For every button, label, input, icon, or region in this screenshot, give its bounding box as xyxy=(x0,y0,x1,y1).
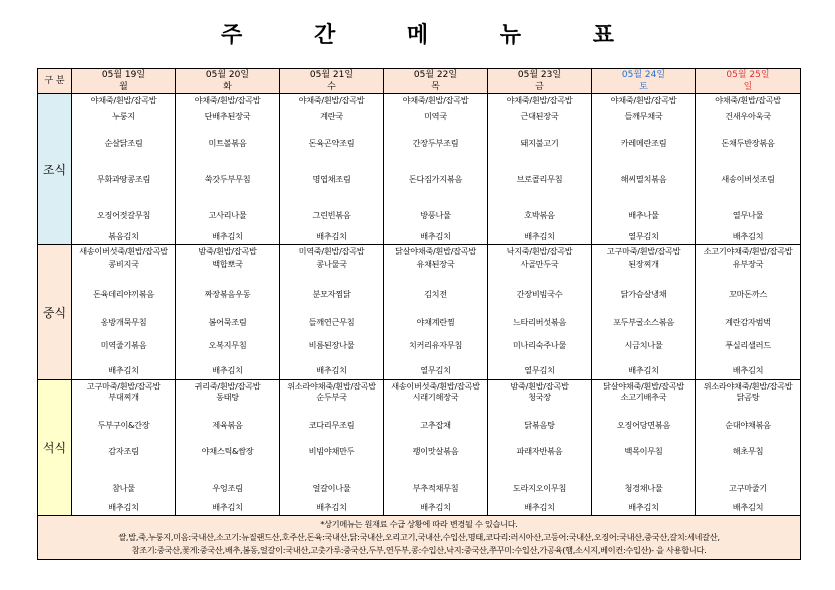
header-label: 구 분 xyxy=(38,69,72,94)
menu-item: 닭곰탕 xyxy=(736,392,760,402)
menu-item: 꼬마돈까스 xyxy=(728,289,768,299)
menu-item: 동태탕 xyxy=(216,392,239,402)
menu-item: 밤죽/흰밥/잡곡밥 xyxy=(510,381,569,391)
menu-item: 닭살야채죽/흰밥/잡곡밥 xyxy=(602,381,684,391)
header-date: 05월 21일 xyxy=(309,70,354,80)
menu-item: 호박볶음 xyxy=(524,210,555,220)
menu-cell xyxy=(384,245,488,380)
menu-cell xyxy=(488,245,592,380)
menu-item: 새송이버섯죽/흰밥/잡곡밥 xyxy=(391,381,480,391)
menu-item: 들깨무채국 xyxy=(624,111,663,121)
menu-cell xyxy=(280,380,384,516)
footer-line2: 참조기:중국산,꽃게:중국산,배추,봄동,얼갈이:국내산,고춧가루:중국산,두부,연두부,콩:수입산,낙지:중국산,쭈꾸미:수입산,가공육(햄,소시지,베이컨:수입산)- 을 사용합니다. xyxy=(131,545,707,555)
menu-item: 야채계란찜 xyxy=(416,317,455,327)
menu-item: 코다리무조림 xyxy=(308,420,355,430)
menu-item: 돈육데리야끼볶음 xyxy=(93,289,154,299)
menu-item: 새송이버섯조림 xyxy=(721,174,775,184)
menu-item: 돈다짐가지볶음 xyxy=(408,174,463,184)
header-day-5 xyxy=(592,69,696,94)
menu-item: 배추김치 xyxy=(212,231,243,241)
menu-item: 미역국 xyxy=(424,111,447,121)
menu-item: 볶음김치 xyxy=(108,231,139,241)
menu-item: 참나물 xyxy=(112,483,135,493)
menu-cell xyxy=(384,94,488,245)
menu-item: 콩나물국 xyxy=(316,259,347,269)
menu-item: 계란감자범벅 xyxy=(725,317,771,327)
menu-item: 닭살야채죽/흰밥/잡곡밥 xyxy=(394,246,476,256)
menu-item: 푸실리샐러드 xyxy=(725,340,771,350)
menu-item: 야채죽/흰밥/잡곡밥 xyxy=(402,95,469,105)
menu-item: 오복지무침 xyxy=(208,340,247,350)
meal-label: 중식 xyxy=(38,245,72,380)
menu-item: 백목이무침 xyxy=(624,446,663,456)
menu-item: 유채된장국 xyxy=(416,259,455,269)
header-day-4 xyxy=(488,69,592,94)
menu-item: 쑥갓두부무침 xyxy=(204,174,251,184)
menu-item: 야채죽/흰밥/잡곡밥 xyxy=(506,95,573,105)
menu-item: 고추잡채 xyxy=(420,420,451,430)
menu-item: 야채죽/흰밥/잡곡밥 xyxy=(298,95,365,105)
menu-item: 건새우아욱국 xyxy=(725,111,771,121)
menu-item: 오징어젓갈무침 xyxy=(96,210,151,220)
menu-item: 파래자반볶음 xyxy=(516,446,563,456)
menu-item: 포두부굴소스볶음 xyxy=(613,317,674,327)
menu-item: 청경채나물 xyxy=(624,483,663,493)
menu-item: 분모자찜닭 xyxy=(312,289,351,299)
menu-item: 방풍나물 xyxy=(420,210,451,220)
menu-item: 근대된장국 xyxy=(520,111,559,121)
menu-item: 소고기야채죽/흰밥/잡곡밥 xyxy=(703,246,793,256)
menu-item: 열무김치 xyxy=(524,365,555,375)
menu-item: 순두부국 xyxy=(316,392,347,402)
header-date: 05월 22일 xyxy=(413,70,458,80)
menu-item: 배추김치 xyxy=(524,502,555,512)
menu-item: 비름된장나물 xyxy=(308,340,355,350)
header-day-2 xyxy=(280,69,384,94)
menu-item: 배추나물 xyxy=(628,210,659,220)
menu-item: 무화과땅콩조림 xyxy=(96,174,151,184)
header-weekday: 화 xyxy=(223,82,232,92)
meal-row-2 xyxy=(38,380,801,516)
menu-cell xyxy=(280,94,384,245)
menu-item: 비빔야채만두 xyxy=(308,446,355,456)
menu-item: 미나리숙주나물 xyxy=(512,340,567,350)
menu-item: 야채죽/흰밥/잡곡밥 xyxy=(715,95,781,105)
menu-item: 돈채두반장볶음 xyxy=(721,138,775,148)
menu-item: 배추김치 xyxy=(628,365,659,375)
menu-item: 배추김치 xyxy=(108,502,139,512)
menu-item: 두부구이&간장 xyxy=(97,420,150,430)
menu-item: 백합뽀국 xyxy=(212,259,243,269)
weekly-menu-table xyxy=(37,68,801,560)
footer-line1: 쌀,밥,죽,누룽지,미음:국내산,소고기:뉴질랜드산,호주산,돈육:국내산,닭:국내산,오리고기,국내산,수입산,명태,코다리:러시아산,고등어:국내산,오징어:국내산,중국산,갈치:세네갈산, xyxy=(118,532,720,542)
header-weekday: 금 xyxy=(535,82,544,92)
footer-row xyxy=(38,516,801,560)
menu-item: 배추김치 xyxy=(420,231,451,241)
menu-item: 느타리버섯볶음 xyxy=(512,317,567,327)
menu-cell xyxy=(176,94,280,245)
menu-cell xyxy=(72,245,176,380)
header-date: 05월 24일 xyxy=(621,70,666,80)
menu-item: 열무김치 xyxy=(628,231,659,241)
menu-item: 그린빈볶음 xyxy=(312,210,351,220)
page-title: 주 간 메 뉴 표 xyxy=(221,23,646,48)
menu-item: 돼지불고기 xyxy=(520,138,559,148)
header-date: 05월 20일 xyxy=(205,70,250,80)
menu-cell xyxy=(384,380,488,516)
header-day-0 xyxy=(72,69,176,94)
header-day-1 xyxy=(176,69,280,94)
header-day-3 xyxy=(384,69,488,94)
menu-item: 닭볶음탕 xyxy=(524,420,555,430)
header-date: 05월 23일 xyxy=(517,70,562,80)
menu-item: 부대찌개 xyxy=(108,392,139,402)
menu-item: 밤죽/흰밥/잡곡밥 xyxy=(198,246,257,256)
menu-item: 배추김치 xyxy=(316,231,347,241)
menu-item: 브로콜리무침 xyxy=(516,174,563,184)
menu-item: 봄어묵조림 xyxy=(208,317,247,327)
menu-item: 간장비빔국수 xyxy=(516,289,563,299)
menu-item: 얼갈이나물 xyxy=(312,483,351,493)
menu-item: 우엉조림 xyxy=(212,483,243,493)
menu-cell xyxy=(592,94,696,245)
menu-item: 단배추된장국 xyxy=(204,111,251,121)
menu-item: 야채죽/흰밥/잡곡밥 xyxy=(610,95,677,105)
menu-item: 김치전 xyxy=(424,289,447,299)
menu-item: 위소라야채죽/흰밥/잡곡밥 xyxy=(287,381,376,391)
menu-item: 고구마줄기 xyxy=(728,483,768,493)
menu-item: 사골만두국 xyxy=(520,259,559,269)
menu-cell xyxy=(696,245,801,380)
menu-item: 명엽채조림 xyxy=(312,174,351,184)
header-date: 05월 25일 xyxy=(726,70,770,80)
menu-item: 위소라야채죽/흰밥/잡곡밥 xyxy=(703,381,793,391)
menu-item: 콩비지국 xyxy=(108,259,139,269)
menu-item: 배추김치 xyxy=(732,365,764,375)
menu-item: 부추적채무침 xyxy=(412,483,459,493)
menu-item: 누룽지 xyxy=(112,111,135,121)
menu-cell xyxy=(72,94,176,245)
menu-item: 야채죽/흰밥/잡곡밥 xyxy=(194,95,261,105)
header-date: 05월 19일 xyxy=(101,70,146,80)
menu-item: 배추김치 xyxy=(524,231,555,241)
menu-item: 귀리죽/흰밥/잡곡밥 xyxy=(194,381,261,391)
header-weekday: 토 xyxy=(639,82,648,92)
menu-item: 배추김치 xyxy=(732,502,764,512)
menu-item: 배추김치 xyxy=(316,365,347,375)
menu-cell xyxy=(176,380,280,516)
menu-item: 배추김치 xyxy=(108,365,139,375)
menu-item: 유부장국 xyxy=(732,259,764,269)
header-weekday: 월 xyxy=(119,82,128,92)
menu-item: 시래기해장국 xyxy=(412,392,459,402)
menu-cell xyxy=(488,380,592,516)
menu-item: 옹방개묵무침 xyxy=(100,317,147,327)
menu-cell xyxy=(592,245,696,380)
menu-item: 치커리유자무침 xyxy=(408,340,463,350)
header-row xyxy=(38,69,801,94)
menu-item: 미트볼볶음 xyxy=(208,138,247,148)
menu-cell xyxy=(696,94,801,245)
menu-item: 카레메란조림 xyxy=(620,138,667,148)
menu-item: 고구마죽/흰밥/잡곡밥 xyxy=(606,246,681,256)
menu-item: 미역줄기볶음 xyxy=(100,340,147,350)
menu-item: 시금치나물 xyxy=(624,340,663,350)
menu-item: 해씨멸치볶음 xyxy=(620,174,667,184)
menu-item: 순대야채볶음 xyxy=(725,420,771,430)
menu-item: 배추김치 xyxy=(212,365,243,375)
menu-cell xyxy=(592,380,696,516)
menu-item: 배추김치 xyxy=(316,502,347,512)
menu-item: 새송이버섯죽/흰밥/잡곡밥 xyxy=(79,246,168,256)
menu-item: 돈육곤약조림 xyxy=(308,138,355,148)
meal-row-0 xyxy=(38,94,801,245)
header-weekday: 수 xyxy=(327,82,336,92)
menu-item: 배추김치 xyxy=(732,231,764,241)
meal-label: 석식 xyxy=(38,380,72,516)
menu-item: 야채죽/흰밥/잡곡밥 xyxy=(90,95,157,105)
menu-cell xyxy=(488,94,592,245)
menu-item: 닭가슴살냉채 xyxy=(620,289,667,299)
menu-item: 배추김치 xyxy=(212,502,243,512)
menu-item: 배추김치 xyxy=(628,502,659,512)
menu-item: 소고기배추국 xyxy=(620,392,667,402)
menu-item: 간장두부조림 xyxy=(412,138,459,148)
menu-cell xyxy=(696,380,801,516)
menu-item: 들깨연근무침 xyxy=(308,317,355,327)
menu-item: 미역죽/흰밥/잡곡밥 xyxy=(298,246,365,256)
menu-item: 배추김치 xyxy=(420,502,451,512)
menu-item: 청국장 xyxy=(528,392,551,402)
menu-item: 도라지오이무침 xyxy=(512,483,567,493)
menu-item: 순살닭조림 xyxy=(104,138,143,148)
menu-cell xyxy=(280,245,384,380)
menu-item: 열무김치 xyxy=(420,365,451,375)
menu-item: 계란국 xyxy=(320,111,343,121)
menu-cell xyxy=(72,380,176,516)
menu-item: 야채스틱&쌈장 xyxy=(201,446,254,456)
menu-item: 고구마죽/흰밥/잡곡밥 xyxy=(86,381,161,391)
meal-label: 조식 xyxy=(38,94,72,245)
origin-notice xyxy=(38,516,801,560)
header-day-6 xyxy=(696,69,801,94)
meal-row-1 xyxy=(38,245,801,380)
menu-item: 제육볶음 xyxy=(212,420,243,430)
menu-cell xyxy=(176,245,280,380)
menu-item: 열무나물 xyxy=(732,210,764,220)
menu-item: 해초무침 xyxy=(732,446,764,456)
menu-item: 고사리나물 xyxy=(208,210,247,220)
header-weekday: 일 xyxy=(743,82,753,92)
menu-item: 팽이맛살볶음 xyxy=(412,446,459,456)
header-weekday: 목 xyxy=(431,82,440,92)
menu-item: 낙지죽/흰밥/잡곡밥 xyxy=(506,246,573,256)
menu-item: 감자조림 xyxy=(108,446,139,456)
menu-item: 된장찌개 xyxy=(628,259,659,269)
menu-item: 오징어당면볶음 xyxy=(616,420,671,430)
menu-item: 짜장볶음우동 xyxy=(204,289,251,299)
footer-note: *상기메뉴는 원재료 수급 상황에 따라 변경될 수 있습니다. xyxy=(320,519,518,529)
